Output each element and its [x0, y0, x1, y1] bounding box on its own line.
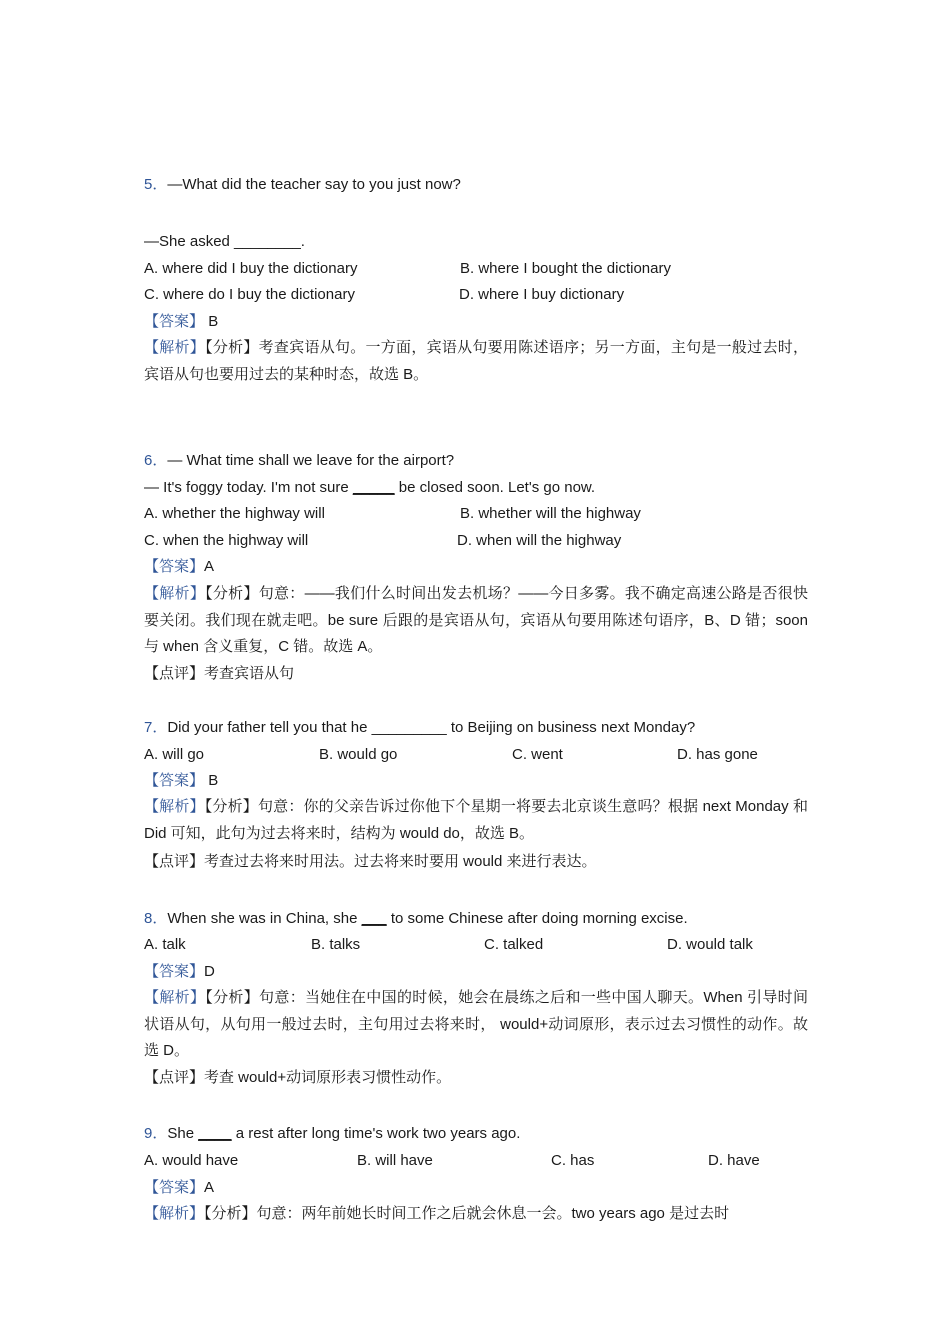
option-c: C. has [551, 1152, 595, 1169]
answer-blank: ___ [361, 910, 387, 927]
option-d: D. has gone [677, 746, 758, 763]
option-d: D. have [708, 1152, 760, 1169]
option-c: C. when the highway will [144, 532, 309, 549]
option-a: A. will go [144, 746, 205, 763]
option-c: C. where do I buy the dictionary [144, 286, 355, 303]
answer: 【答案】D [144, 963, 215, 980]
question-8-stem: 8．When she was in China, she ___ to some Chinese after doing morning excise. [144, 910, 688, 927]
analysis: 【解析】【分析】句意：你的父亲告诉过你他下个星期一将要去北京谈生意吗？根据 next Monday 和 Did 可知，此句为过去将来时，结构为 would do，故选 B。 [144, 798, 808, 842]
question-number: 6． [144, 452, 168, 469]
answer-blank: ____ [198, 1125, 232, 1142]
option-a: A. talk [144, 936, 186, 953]
option-b: B. talks [311, 936, 361, 953]
question-number: 7． [144, 719, 168, 736]
option-c: C. talked [484, 936, 544, 953]
option-c: C. went [512, 746, 563, 763]
option-b: B. will have [357, 1152, 433, 1169]
option-a: A. where did I buy the dictionary [144, 260, 358, 277]
comment: 【点评】考查宾语从句 [144, 665, 295, 682]
option-d: D. where I buy dictionary [459, 286, 625, 303]
question-5-stem2: —She asked ________. [144, 233, 305, 250]
answer: 【答案】 B [144, 313, 219, 330]
answer: 【答案】A [144, 1179, 215, 1196]
option-a: A. whether the highway will [144, 505, 325, 522]
question-9-stem: 9．She ____ a rest after long time's work two years ago. [144, 1125, 521, 1142]
option-b: B. where I bought the dictionary [460, 260, 671, 277]
question-number: 5． [144, 176, 168, 193]
question-5-stem: 5．—What did the teacher say to you just now? [144, 176, 461, 193]
answer-blank: _____ [352, 479, 395, 496]
answer: 【答案】 B [144, 772, 219, 789]
option-b: B. whether will the highway [460, 505, 641, 522]
question-number: 8． [144, 910, 168, 927]
answer: 【答案】A [144, 558, 215, 575]
analysis: 【解析】【分析】句意：——我们什么时间出发去机场？——今日多雾。我不确定高速公路是否很快要关闭。我们现在就走吧。be sure 后跟的是宾语从句，宾语从句要用陈述句语序，B、D 错；soon 与 when 含义重复，C 错。故选 A。 [144, 585, 808, 655]
option-b: B. would go [319, 746, 398, 763]
option-a: A. would have [144, 1152, 239, 1169]
analysis: 【解析】【分析】句意：两年前她长时间工作之后就会休息一会。two years ago 是过去时 [144, 1205, 730, 1222]
comment: 【点评】考查过去将来时用法。过去将来时要用 would 来进行表达。 [144, 853, 597, 870]
option-d: D. would talk [667, 936, 753, 953]
question-7-stem: 7．Did your father tell you that he _________ to Beijing on business next Monday? [144, 719, 696, 736]
question-6-stem: 6．— What time shall we leave for the airport? [144, 452, 455, 469]
comment: 【点评】考查 would+动词原形表习惯性动作。 [144, 1069, 452, 1086]
analysis: 【解析】【分析】考查宾语从句。一方面，宾语从句要用陈述语序；另一方面，主句是一般过去时，宾语从句也要用过去的某种时态，故选 B。 [144, 339, 808, 383]
analysis: 【解析】【分析】句意：当她住在中国的时候，她会在晨练之后和一些中国人聊天。When 引导时间状语从句，从句用一般过去时，主句用过去将来时， would+动词原形，表示过去习惯性的动作。故选 D。 [144, 989, 808, 1059]
question-6-stem2: — It's foggy today. I'm not sure _____ be closed soon. Let's go now. [144, 479, 596, 496]
question-number: 9． [144, 1125, 168, 1142]
option-d: D. when will the highway [457, 532, 622, 549]
